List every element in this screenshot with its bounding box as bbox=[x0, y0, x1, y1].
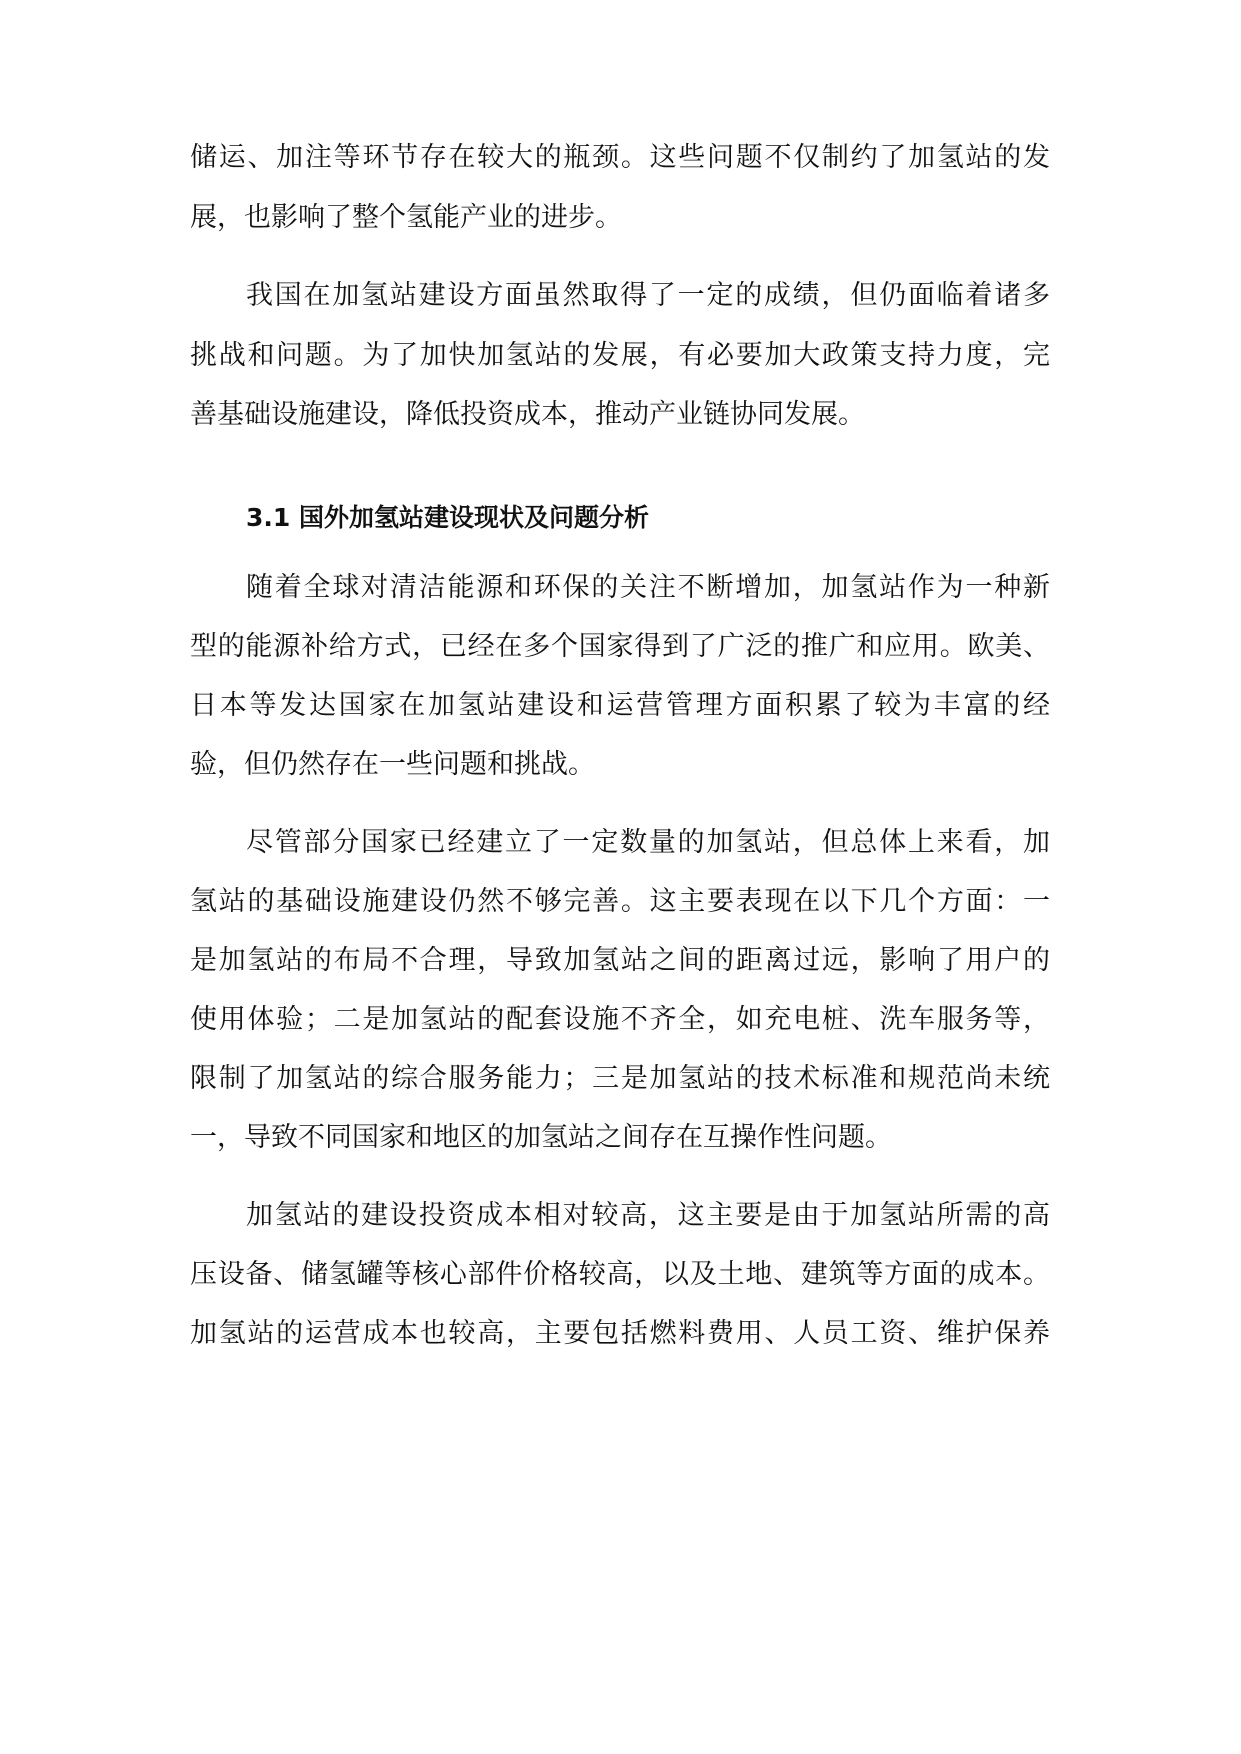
section-heading: 3.1 国外加氢站建设现状及问题分析 bbox=[246, 503, 649, 532]
paragraph-2-line-1: 我国在加氢站建设方面虽然取得了一定的成绩，但仍面临着诸多 bbox=[246, 280, 1050, 311]
paragraph-1-line-1: 储运、加注等环节存在较大的瓶颈。这些问题不仅制约了加氢站的发 bbox=[190, 142, 1050, 173]
paragraph-4-line-2: 氢站的基础设施建设仍然不够完善。这主要表现在以下几个方面：一 bbox=[190, 886, 1050, 917]
paragraph-4-line-3: 是加氢站的布局不合理，导致加氢站之间的距离过远，影响了用户的 bbox=[190, 945, 1050, 976]
paragraph-4-line-6: 一，导致不同国家和地区的加氢站之间存在互操作性问题。 bbox=[190, 1122, 892, 1153]
paragraph-5-line-2: 压设备、储氢罐等核心部件价格较高，以及土地、建筑等方面的成本。 bbox=[190, 1259, 1050, 1290]
paragraph-4-line-5: 限制了加氢站的综合服务能力；三是加氢站的技术标准和规范尚未统 bbox=[190, 1063, 1050, 1094]
paragraph-3-line-2: 型的能源补给方式，已经在多个国家得到了广泛的推广和应用。欧美、 bbox=[190, 631, 1050, 662]
paragraph-5-line-3: 加氢站的运营成本也较高，主要包括燃料费用、人员工资、维护保养 bbox=[190, 1318, 1050, 1349]
paragraph-2-line-3: 善基础设施建设，降低投资成本，推动产业链协同发展。 bbox=[190, 399, 865, 430]
paragraph-3-line-1: 随着全球对清洁能源和环保的关注不断增加，加氢站作为一种新 bbox=[246, 572, 1050, 603]
paragraph-3-line-3: 日本等发达国家在加氢站建设和运营管理方面积累了较为丰富的经 bbox=[190, 690, 1050, 721]
paragraph-4-line-1: 尽管部分国家已经建立了一定数量的加氢站，但总体上来看，加 bbox=[246, 827, 1050, 858]
paragraph-4-line-4: 使用体验；二是加氢站的配套设施不齐全，如充电桩、洗车服务等， bbox=[190, 1004, 1050, 1035]
paragraph-5-line-1: 加氢站的建设投资成本相对较高，这主要是由于加氢站所需的高 bbox=[246, 1200, 1050, 1231]
paragraph-3-line-4: 验，但仍然存在一些问题和挑战。 bbox=[190, 749, 595, 780]
paragraph-2-line-2: 挑战和问题。为了加快加氢站的发展，有必要加大政策支持力度，完 bbox=[190, 340, 1050, 371]
paragraph-1-line-2: 展，也影响了整个氢能产业的进步。 bbox=[190, 202, 622, 233]
